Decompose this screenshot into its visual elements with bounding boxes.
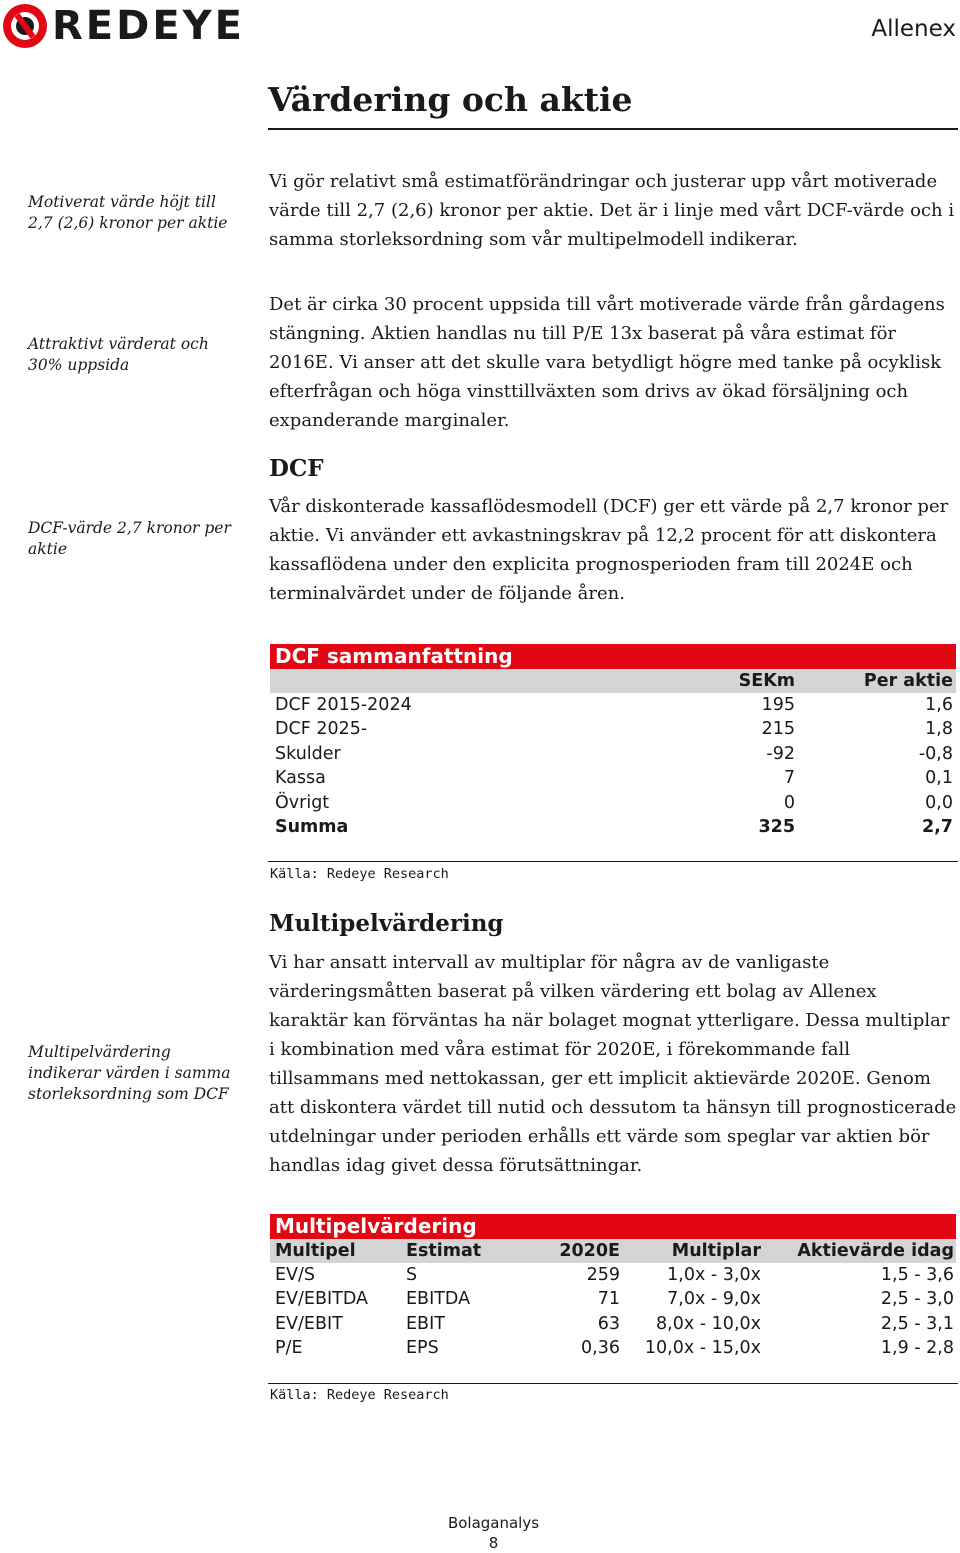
table-row	[270, 693, 956, 717]
multipel-source-divider	[268, 1383, 958, 1384]
row-multipel: EV/EBITDA	[275, 1289, 368, 1310]
row-estimat: EBIT	[406, 1313, 445, 1334]
row-multipel: EV/S	[275, 1265, 316, 1285]
brand-name: REDEYE	[52, 3, 245, 49]
dcf-table-title: DCF sammanfattning	[270, 644, 956, 669]
row-aktievarde: 1,5 - 3,6	[880, 1265, 954, 1285]
row-aktievarde: 1,9 - 2,8	[880, 1338, 954, 1359]
row-label: Kassa	[275, 768, 326, 789]
row-label: Summa	[275, 816, 349, 837]
row-estimat: EBITDA	[406, 1289, 471, 1310]
sidebar-note-multipel: Multipelvärdering indikerar värden i samma storleksordning som DCF	[28, 1043, 231, 1103]
row-per-aktie: 0,1	[925, 768, 953, 789]
row-label: Övrigt	[275, 792, 330, 813]
page-title: Värdering och aktie	[268, 80, 633, 119]
dcf-summary-table	[270, 644, 956, 839]
col-estimat: Estimat	[406, 1241, 482, 1261]
dcf-table-header	[270, 669, 956, 693]
row-2020e: 63	[597, 1313, 620, 1334]
eye-logo-icon	[2, 3, 48, 49]
multipel-table-title: Multipelvärdering	[270, 1214, 956, 1239]
row-aktievarde: 2,5 - 3,1	[880, 1313, 954, 1334]
row-estimat: S	[406, 1265, 418, 1285]
row-2020e: 71	[597, 1289, 620, 1310]
table-row	[270, 766, 956, 790]
sidebar-note-uppsida: Attraktivt värderat och 30% uppsida	[28, 335, 209, 374]
col-multipel: Multipel	[275, 1241, 356, 1261]
row-label: DCF 2025-	[275, 719, 368, 740]
paragraph-multipel: Vi har ansatt intervall av multiplar för några av de vanligaste värderingsmåtten baserat på vilken värdering ett bolag av Allenex karaktär kan förväntas ha när bolaget mognat ytterligare. Dessa multiplar i kombination med våra estimat för 2020E, i förekommande fall tillsammans med nettokassan, ger ett implicit aktievärde 2020E. Genom att diskontera värdet till nutid och dessutom ta hänsyn till prognosticerade utdelningar under perioden erhålls ett värde som speglar var aktien bör handlas idag givet dessa förutsättningar.	[269, 952, 957, 1176]
dcf-col-label	[270, 669, 635, 693]
row-2020e: 259	[586, 1265, 620, 1285]
row-per-aktie: 1,8	[925, 719, 953, 740]
row-multiplar: 8,0x - 10,0x	[656, 1313, 761, 1334]
row-per-aktie: 2,7	[921, 816, 953, 837]
dcf-table-source: Källa: Redeye Research	[270, 866, 449, 882]
row-multiplar: 10,0x - 15,0x	[644, 1338, 761, 1359]
row-estimat: EPS	[406, 1338, 439, 1359]
sidebar-note-dcf: DCF-värde 2,7 kronor per aktie	[28, 519, 231, 558]
table-row	[270, 1263, 956, 1287]
company-name: Allenex	[871, 16, 956, 42]
col-multiplar: Multiplar	[671, 1241, 761, 1261]
row-multipel: EV/EBIT	[275, 1313, 343, 1334]
paragraph-dcf: Vår diskonterade kassaflödesmodell (DCF) ger ett värde på 2,7 kronor per aktie. Vi använder ett avkastningskrav på 12,2 procent för att diskontera kassaflödena under den explicita prognosperioden fram till 2024E och terminalvärdet under de följande åren.	[269, 496, 949, 604]
redeye-logo	[2, 2, 264, 50]
col-aktievarde: Aktievärde idag	[797, 1241, 954, 1261]
table-row	[270, 717, 956, 741]
row-2020e: 0,36	[581, 1338, 620, 1359]
multipel-table-source: Källa: Redeye Research	[270, 1387, 449, 1403]
multipel-table-header	[270, 1239, 956, 1263]
dcf-source-divider	[268, 861, 958, 862]
table-row	[270, 1336, 956, 1360]
row-multiplar: 7,0x - 9,0x	[667, 1289, 761, 1310]
paragraph-motiverat-varde: Vi gör relativt små estimatförändringar och justerar upp vårt motiverade värde till 2,7 (2,6) kronor per aktie. Det är i linje med vårt DCF-värde och i samma storleksordning som vår multipelmodell indikerar.	[269, 171, 955, 250]
multipel-table	[270, 1214, 956, 1361]
table-row-total	[270, 815, 956, 839]
table-row	[270, 791, 956, 815]
row-aktievarde: 2,5 - 3,0	[880, 1289, 954, 1310]
row-multipel: P/E	[275, 1338, 303, 1359]
row-sekm: 215	[761, 719, 795, 740]
table-row	[270, 742, 956, 766]
row-sekm: -92	[766, 743, 795, 764]
page-number: 8	[488, 1534, 499, 1552]
heading-multipelvardering: Multipelvärdering	[269, 910, 504, 937]
row-per-aktie: 1,6	[925, 695, 953, 715]
dcf-col-per-aktie: Per aktie	[863, 671, 953, 691]
footer-label: Bolaganalys	[447, 1514, 540, 1532]
heading-dcf: DCF	[269, 455, 324, 482]
sidebar-note-motiverat: Motiverat värde höjt till 2,7 (2,6) kronor per aktie	[28, 193, 228, 232]
row-per-aktie: 0,0	[925, 792, 953, 813]
title-divider	[268, 128, 958, 130]
col-2020e: 2020E	[559, 1241, 620, 1261]
row-sekm: 325	[758, 816, 795, 837]
table-row	[270, 1287, 956, 1311]
paragraph-uppsida: Det är cirka 30 procent uppsida till vårt motiverade värde från gårdagens stängning. Aktien handlas nu till P/E 13x baserat på våra estimat för 2016E. Vi anser att det skulle vara betydligt högre med tanke på ocyklisk efterfrågan och höga vinsttillväxten som drivs av ökad försäljning och expanderande marginaler.	[269, 294, 945, 431]
row-label: DCF 2015-2024	[275, 695, 412, 715]
row-sekm: 195	[761, 695, 795, 715]
row-multiplar: 1,0x - 3,0x	[667, 1265, 761, 1285]
table-row	[270, 1312, 956, 1336]
dcf-col-sekm: SEKm	[738, 671, 795, 691]
row-sekm: 7	[783, 768, 795, 789]
row-per-aktie: -0,8	[918, 743, 953, 764]
row-sekm: 0	[783, 792, 795, 813]
row-label: Skulder	[275, 743, 341, 764]
